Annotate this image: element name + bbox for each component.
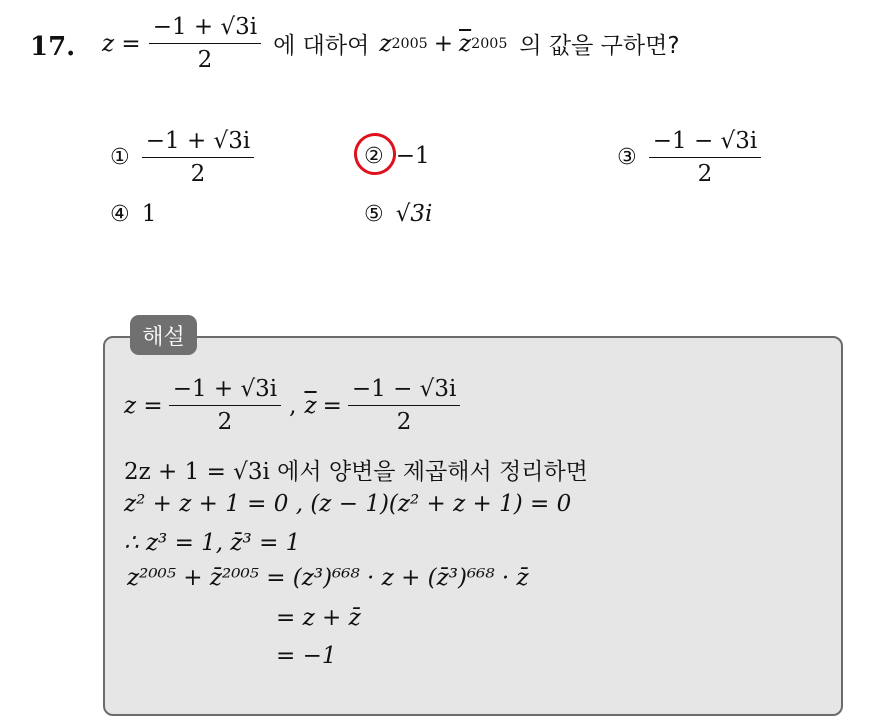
solution-line-3: z² + z + 1 = 0 , (z − 1)(z² + z + 1) = 0 [124, 491, 572, 517]
expr-z: z [379, 30, 392, 57]
solution-line-6: = z + z̄ [276, 605, 361, 631]
sol-z-numerator: −1 + √3i [169, 376, 281, 406]
sol-zbar-denominator: 2 [396, 409, 412, 435]
plus-sign: + [433, 30, 454, 57]
option-1-denominator: 2 [190, 161, 206, 187]
option-3-marker: ③ [617, 145, 637, 170]
option-4[interactable] [110, 201, 156, 227]
option-1[interactable] [110, 128, 254, 187]
sol-equals: = [322, 392, 342, 419]
fraction-denominator: 2 [197, 47, 213, 73]
sol-zbar-fraction [348, 376, 460, 435]
option-5-marker: ⑤ [364, 201, 384, 227]
option-4-value: 1 [141, 201, 157, 227]
fraction-numerator: −1 + √3i [149, 14, 261, 44]
option-3[interactable] [617, 128, 761, 187]
option-2-value: −1 [395, 143, 430, 169]
solution-line-4: ∴ z³ = 1, z̄³ = 1 [124, 530, 301, 556]
question-text-2: 의 값을 구하면? [519, 33, 680, 59]
solution-line-2: 2z + 1 = √3i 에서 양변을 제곱해서 정리하면 [124, 459, 588, 485]
option-3-numerator: −1 − √3i [649, 128, 761, 158]
sol-separator: , [289, 392, 297, 419]
solution-line-1 [124, 376, 460, 435]
question-stem: z = $\frac{-1 + √3i}{2}$ 에 대하여 z 2005 + $\overline{z}$ 2005 의 값을 구하면? [102, 14, 680, 73]
option-2-marker: ② [364, 143, 384, 169]
question-text-1: 에 대하여 [273, 33, 370, 59]
option-1-numerator: −1 + √3i [142, 128, 254, 158]
option-1-fraction [142, 128, 254, 187]
option-1-marker: ① [110, 145, 130, 170]
sol-zbar-numerator: −1 − √3i [348, 376, 460, 406]
expr-zbar: $\overline{z}$ [459, 30, 472, 57]
option-5[interactable] [364, 201, 432, 227]
option-3-fraction [649, 128, 761, 187]
sol-z-lhs: z = [124, 392, 163, 419]
option-5-value: √3i [395, 201, 433, 227]
question-number: 17. [30, 32, 76, 62]
solution-label: 해설 [130, 315, 197, 355]
option-2[interactable] [364, 143, 430, 169]
solution-line-7: = −1 [276, 643, 337, 669]
option-3-denominator: 2 [697, 161, 713, 187]
sol-zbar: $\overline{z}$ [304, 392, 317, 419]
sol-z-fraction [169, 376, 281, 435]
z-definition-fraction [149, 14, 261, 73]
option-4-marker: ④ [110, 201, 130, 227]
z-definition-lhs: z = [102, 30, 141, 57]
solution-line-5: z²⁰⁰⁵ + z̄²⁰⁰⁵ = (z³)⁶⁶⁸ · z + (z̄³)⁶⁶⁸ · z̄ [127, 565, 529, 591]
sol-z-denominator: 2 [217, 409, 233, 435]
